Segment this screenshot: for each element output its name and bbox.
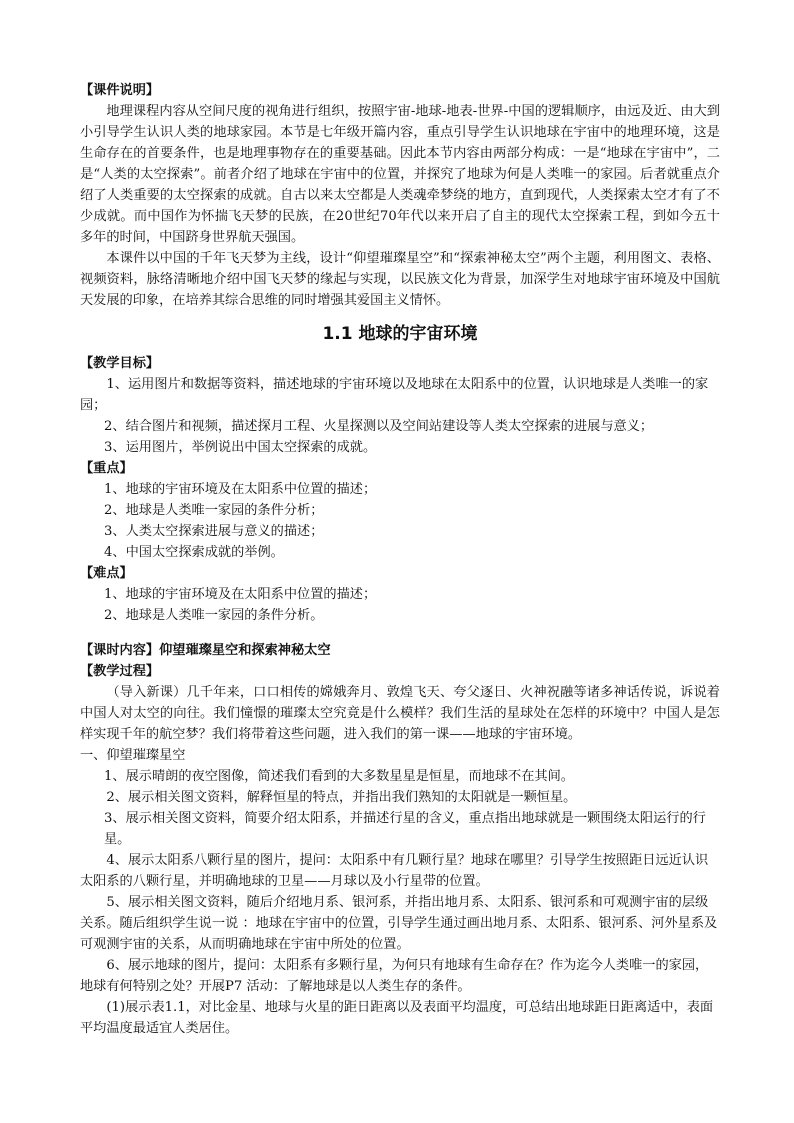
step-5: 5、展示相关图文资料，随后介绍地月系、银河系，并指出地月系、太阳系、银河系和可观测宇宙的层级关系。随后组织学生说一说 ：地球在宇宙中的位置，引导学生通过画出地月系、太阳系、银河系、河外星系及可观测宇宙的关系，从而明确地球在宇宙中所处的位置。 (80, 895, 718, 952)
step-3: 3、展示相关图文资料，简要介绍太阳系，并描述行星的含义，重点指出地球就是一颗围绕太阳运行的行星。 (104, 811, 706, 847)
section-title: 1.1 地球的宇宙环境 (322, 324, 478, 344)
section-1-heading: 一、仰望璀璨星空 (80, 748, 186, 763)
goals-heading: 【教学目标】 (80, 356, 160, 371)
step-6-sub-1: (1)展示表1.1，对比金星、地球与火星的距日距离以及表面平均温度，可总结出地球距日距离适中，表面平均温度最适宜人类居住。 (80, 1000, 714, 1036)
spacer (80, 626, 720, 640)
intro-paragraph-2: 本课件以中国的千年飞天梦为主线，设计“仰望璀璨星空”和“探索神秘太空”两个主题，利用图文、表格、视频资料，脉络清晰地介绍中国飞天梦的缘起与实现，以民族文化为背景，加深学生对地球宇宙环境及中国航天发展的印象，在培养其综合思维的同时增强其爱国主义情怀。 (80, 251, 720, 308)
lesson-intro-paragraph: （导入新课）几千年来，口口相传的嫦娥奔月、敦煌飞天、夸父逐日、火神祝融等诸多神话传说，诉说着中国人对太空的向往。我们憧憬的璀璨太空究竟是什么模样？我们生活的星球处在怎样的环境中？中国人是怎样实现千年的航空梦？我们将带着这些问题，进入我们的第一课——地球的宇宙环境。 (80, 685, 720, 742)
teaching-process-heading: 【教学过程】 (80, 664, 160, 679)
key-point-item-3: 3、人类太空探索进展与意义的描述； (104, 524, 324, 539)
step-2: 2、展示相关图文资料，解释恒星的特点，并指出我们熟知的太阳就是一颗恒星。 (106, 790, 577, 805)
difficulty-item-2: 2、地球是人类唯一家园的条件分析。 (104, 608, 324, 623)
intro-heading: 【课件说明】 (80, 83, 160, 98)
step-6: 6、展示地球的图片，提问：太阳系有多颗行星，为何只有地球有生命存在？作为迄今人类唯一的家园，地球有何特别之处？开展P7 活动：了解地球是以人类生存的条件。 (80, 958, 709, 994)
goal-item-2: 2、结合图片和视频，描述探月工程、火星探测以及空间站建设等人类太空探索的进展与意义； (104, 419, 654, 434)
step-4: 4、展示太阳系八颗行星的图片，提问：太阳系中有几颗行星？地球在哪里？引导学生按照距日远近认识太阳系的八颗行星，并明确地球的卫星——月球以及小行星带的位置。 (80, 853, 709, 889)
difficulties-heading: 【难点】 (80, 566, 133, 581)
key-points-heading: 【重点】 (80, 461, 133, 476)
difficulty-item-1: 1、地球的宇宙环境及在太阳系中位置的描述； (104, 587, 377, 602)
key-point-item-4: 4、中国太空探索成就的举例。 (104, 545, 284, 560)
step-1: 1、展示晴朗的夜空图像，简述我们看到的大多数星星是恒星，而地球不在其间。 (104, 769, 574, 784)
key-point-item-1: 1、地球的宇宙环境及在太阳系中位置的描述； (104, 482, 377, 497)
intro-paragraph-1: 地理课程内容从空间尺度的视角进行组织，按照宇宙-地球-地表-世界-中国的逻辑顺序，由远及近、由大到小引导学生认识人类的地球家园。本节是七年级开篇内容，重点引导学生认识地球在宇宙中的地理环境，这是生命存在的首要条件，也是地理事物存在的重要基础。因此本节内容由两部分构成：一是“地球在宇宙中”，二是“人类的太空探索”。前者介绍了地球在宇宙中的位置，并探究了地球为何是人类唯一的家园。后者就重点介绍了人类重要的太空探索的成就。自古以来太空都是人类魂牵梦绕的地方，直到现代，人类探索太空才有了不少成就。而中国作为怀揣飞天梦的民族，在20世纪70年代以来开启了自主的现代太空探索工程，到如今五十多年的时间，中国跻身世界航天强国。 (80, 104, 720, 245)
document-page (80, 80, 720, 1039)
goal-item-1: 1、运用图片和数据等资料，描述地球的宇宙环境以及地球在太阳系中的位置，认识地球是人类唯一的家园； (80, 377, 709, 413)
lesson-content-heading: 【课时内容】仰望璀璨星空和探索神秘太空 (80, 643, 331, 658)
key-point-item-2: 2、地球是人类唯一家园的条件分析； (104, 503, 324, 518)
goal-item-3: 3、运用图片，举例说出中国太空探索的成就。 (104, 440, 377, 455)
